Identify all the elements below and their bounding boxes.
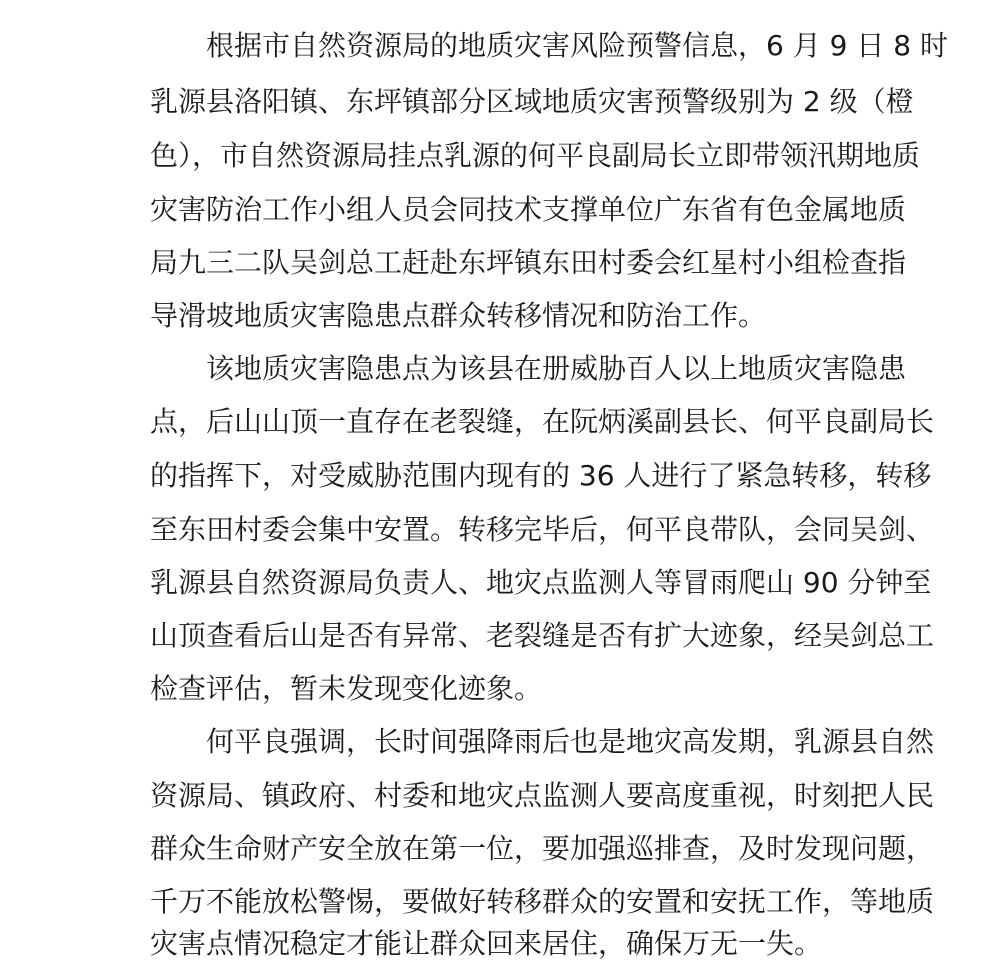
paragraph-line: 导滑坡地质灾害隐患点群众转移情况和防治工作。 <box>150 299 767 332</box>
paragraph-line: 千万不能放松警惕，要做好转移群众的安置和安抚工作，等地质 <box>150 885 935 918</box>
paragraph-line: 检查评估，暂未发现变化迹象。 <box>150 672 543 705</box>
paragraph-line: 局九三二队吴剑总工赶赴东坪镇东田村委会红星村小组检查指 <box>150 246 907 279</box>
paragraph-line: 灾害防治工作小组人员会同技术支撑单位广东省有色金属地质 <box>150 193 907 226</box>
paragraph-line: 灾害点情况稳定才能让群众回来居住，确保万无一失。 <box>150 927 823 960</box>
paragraph-line: 何平良强调，长时间强降雨后也是地灾高发期，乳源县自然 <box>206 725 935 758</box>
paragraph-line: 色），市自然资源局挂点乳源的何平良副局长立即带领汛期地质 <box>150 139 921 172</box>
paragraph-line: 点，后山山顶一直存在老裂缝，在阮炳溪副县长、何平良副局长 <box>150 405 935 438</box>
paragraph-line: 的指挥下，对受威胁范围内现有的 36 人进行了紧急转移，转移 <box>150 459 932 492</box>
paragraph-line: 至东田村委会集中安置。转移完毕后，何平良带队，会同吴剑、 <box>150 513 935 546</box>
paragraph-line: 群众生命财产安全放在第一位，要加强巡排查，及时发现问题， <box>150 832 935 865</box>
paragraph-line: 根据市自然资源局的地质灾害风险预警信息，6 月 9 日 8 时 <box>206 29 948 62</box>
paragraph-line: 乳源县自然资源局负责人、地灾点监测人等冒雨爬山 90 分钟至 <box>150 566 932 599</box>
paragraph-line: 该地质灾害隐患点为该县在册威胁百人以上地质灾害隐患 <box>206 352 907 385</box>
paragraph-line: 乳源县洛阳镇、东坪镇部分区域地质灾害预警级别为 2 级（橙 <box>150 85 914 118</box>
paragraph-line: 山顶查看后山是否有异常、老裂缝是否有扩大迹象，经吴剑总工 <box>150 619 935 652</box>
paragraph-line: 资源局、镇政府、村委和地灾点监测人要高度重视，时刻把人民 <box>150 779 935 812</box>
